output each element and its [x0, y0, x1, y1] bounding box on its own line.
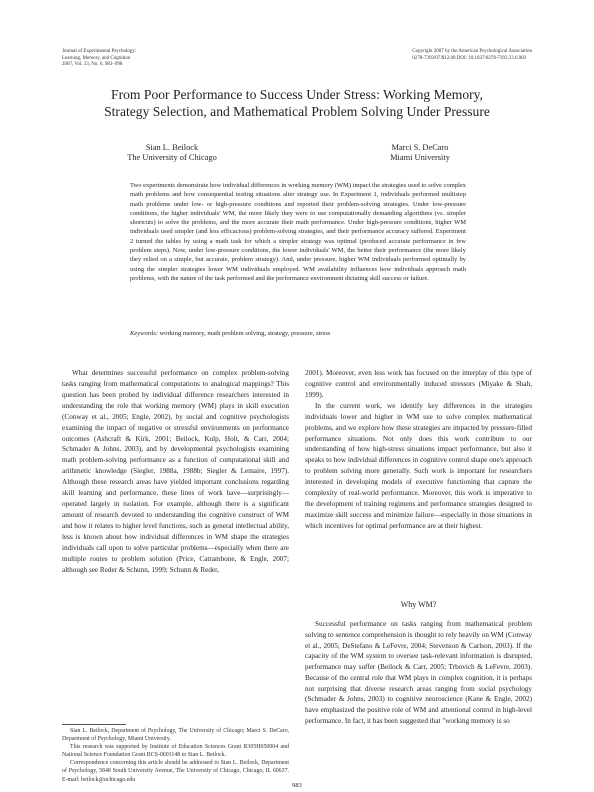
- paragraph: Successful performance on tasks ranging from mathematical problem solving to sentence comprehension is thought to rely heavily on WM (Conway et al., 2005; DeStefano & LeFevre, 2004; Stevenson & Carlson, 2003). If the capacity of the WM system to oversee task-relevant information is disrupted, performance may suffer (Beilock & Carr, 2005; Trbovich & LeFevre, 2003). Because of the central role that WM plays in complex cognition, it is perhaps not surprising that diverse research areas ranging from social psychology (Schmader & Johns, 2003) to cognitive neuroscience (Kane & Engle, 2002) have emphasized the positive role of WM and attentional control in high-level performance. In fact, it has been suggested that "working memory is so: [305, 620, 532, 726]
- footnote: Correspondence concerning this article should be addressed to Sian L. Beilock, Department of Psychology, 5848 South University Avenue, The University of Chicago, Chicago, IL 60637. E-mail: beilock@uchicago.edu: [62, 760, 289, 783]
- copyright-line: 0278-7393/07/$12.00 DOI: 10.1037/0278-7393.33.6.983: [412, 55, 527, 61]
- keywords-text: working memory, math problem solving, strategy, pressure, stress: [157, 330, 331, 337]
- keywords-label: Keywords:: [130, 330, 158, 337]
- abstract: Two experiments demonstrate how individual differences in working memory (WM) impact the strategies used to solve complex math problems and how consequential testing situations alter strategy use. In Experiment 1, individuals performed multistep math problems under low- or high-pressure conditions and reported their problem-solving strategies. Under low-pressure conditions, the higher individuals' WM, the more likely they were to use computationally demanding algorithms (vs. simpler shortcuts) to solve the problems, and the more accurate their math performance. Under high-pressure conditions, higher WM individuals used simpler (and less efficacious) problem-solving strategies, and their performance accuracy suffered. Experiment 2 turned the tables by using a math task for which a simpler strategy was optimal (produced accurate performance in few problem steps). Now, under low-pressure conditions, the lower individuals' WM, the better their performance (the more likely they relied on a simple, but accurate, problem strategy). And, under pressure, higher WM individuals performed optimally by using the simpler strategies lower WM individuals employed. WM availability influences how individuals approach math problems, with the nature of the task performed and the performance environment dictating skill success or failure.: [130, 182, 466, 282]
- copyright-header: [412, 49, 532, 62]
- title-line: Strategy Selection, and Mathematical Problem Solving Under Pressure: [104, 104, 490, 119]
- footnote: This research was supported by Institute of Education Sciences Grant R305H050004 and National Science Foundation Grant BCS-0601148 to Sian L. Beilock.: [62, 744, 289, 759]
- footnote: Sian L. Beilock, Department of Psychology, The University of Chicago; Marci S. DeCaro, Department of Psychology, Miami University.: [62, 728, 289, 743]
- author-affiliation: Miami University: [390, 153, 450, 162]
- paragraph: What determines successful performance on complex problem-solving tasks ranging from mathematical computations to analogical mappings? This question has been probed by individual difference researchers interested in understanding the role that working memory (WM) plays in skill execution (Conway et al., 2005; Engle, 2002), by social and cognitive psychologists examining the impact of negative or stressful environments on performance outcomes (Ashcraft & Kirk, 2001; Beilock, Kulp, Holt, & Carr, 2004; Schmader & Johns, 2003), and by developmental psychologists examining math problem-solving performance as a function of computational skill and arithmetic knowledge (Siegler, 1988a, 1988b; Siegler & Lemaire, 1997). Although these research areas have yielded important conclusions regarding skill learning and performance, these lines of work have—surprisingly—operated largely in isolation. For example, although there is a significant amount of research devoted to understanding the cognitive construct of WM and how it relates to higher level functions, such as general intellectual ability, less is known about how individual differences in WM shape the strategies individuals call upon to solve particular problems—especially when there are multiple routes to problem solution (Price, Catrambone, & Engle, 2007; although see Reder & Schunn, 1999; Schunn & Reder,: [62, 369, 289, 574]
- journal-line: Learning, Memory, and Cognition: [62, 55, 131, 61]
- author-block-1: [106, 143, 238, 163]
- author-block-2: [352, 143, 488, 163]
- author-affiliation: The University of Chicago: [127, 153, 217, 162]
- copyright-line: Copyright 2007 by the American Psychological Association: [412, 49, 532, 54]
- author-name: Marci S. DeCaro: [391, 143, 449, 152]
- article-title: [40, 86, 554, 120]
- body-column-right-lower: [305, 619, 532, 727]
- paragraph: In the current work, we identify key differences in the strategies individuals lower and higher in WM use to solve complex mathematical problems, and we explore how these strategies are impacted by pressure-filled performance situations. Not only does this work contribute to our understanding of how high-stress situations impact performance, but also it speaks to how individual differences in cognitive control shape one's approach to problem solving more generally. Such work is important for researchers interested in developing models of executive functioning that capture the complexity of real-world performance. Moreover, this work is imperative to the development of training regimens and performance strategies designed to maximize skill success and minimize failure—especially in those situations in which incentives for optimal performance are at their highest.: [305, 401, 532, 530]
- paragraph: 2001). Moreover, even less work has focused on the interplay of this type of cognitive control and environmentally induced stressors (Miyake & Shah, 1999).: [305, 369, 532, 399]
- journal-line: 2007, Vol. 33, No. 6, 983–998: [62, 62, 123, 67]
- footnote-rule: [62, 724, 126, 725]
- page-number: 983: [292, 782, 302, 789]
- keywords: [130, 329, 466, 338]
- journal-header: [62, 49, 136, 69]
- section-heading: Why WM?: [400, 600, 437, 609]
- journal-line: Journal of Experimental Psychology:: [62, 49, 137, 54]
- author-name: Sian L. Beilock: [145, 143, 199, 152]
- title-line: From Poor Performance to Success Under Stress: Working Memory,: [111, 87, 483, 102]
- body-column-right: [305, 368, 532, 532]
- body-column-left: [62, 368, 289, 576]
- footnotes: [62, 727, 289, 784]
